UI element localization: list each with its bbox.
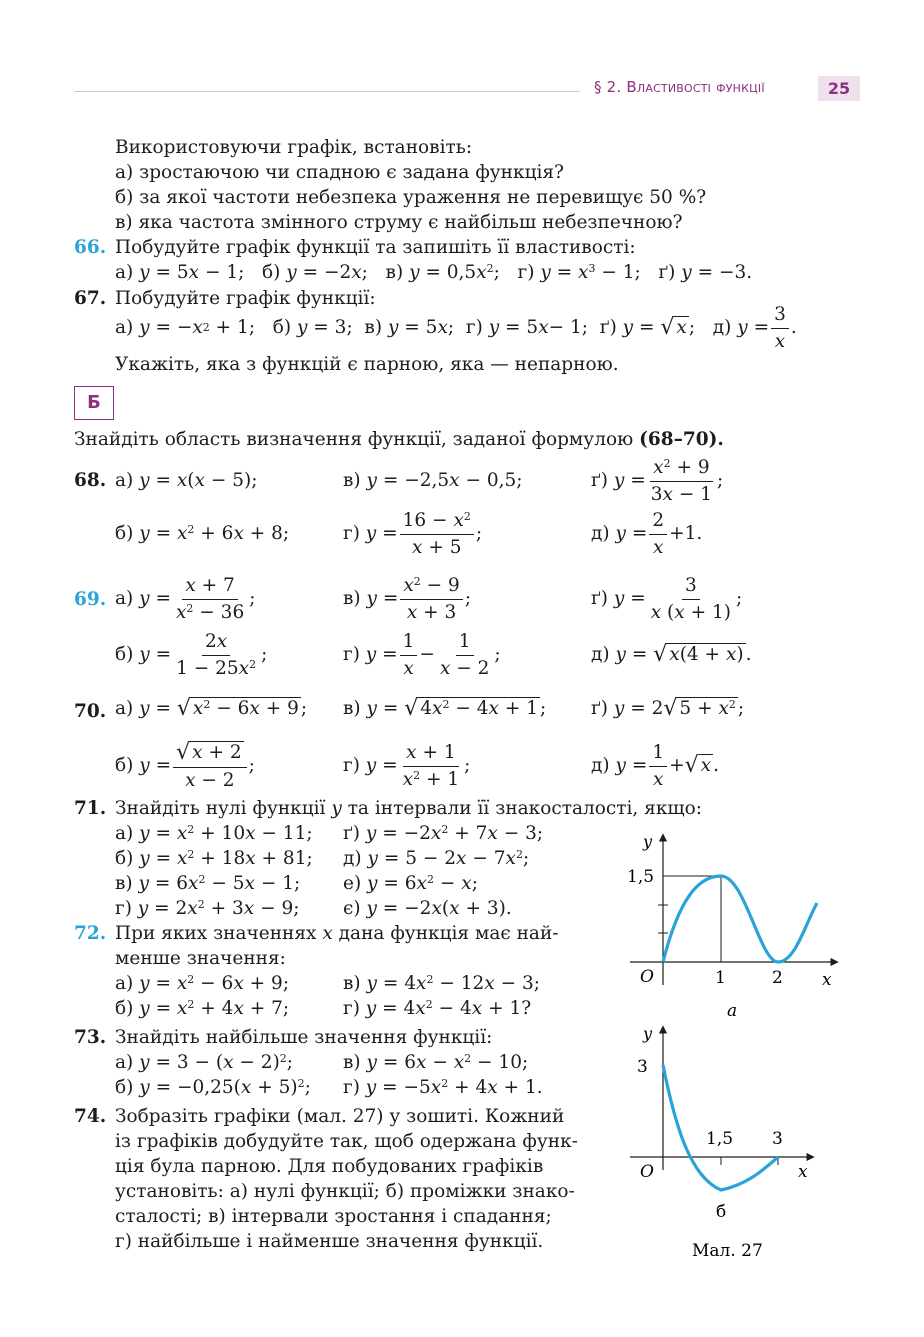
page-number: 25 [818,76,860,101]
problem-line: г) найбільше і найменше значення функції. [115,1231,544,1252]
problem-line: Зобразіть графіки (мал. 27) у зошиті. Кожний [115,1106,565,1127]
formula-item: б) $y = x^2 + 18x + 81$; [115,848,313,869]
section-number: § 2. [594,78,622,96]
formula-item: в) $y = 6x - x^2 - 10$; [343,1052,529,1073]
problem-line: ція була парною. Для побудованих графіків [115,1156,544,1177]
formula-item: г) $y = -5x^2 + 4x + 1$. [343,1077,543,1098]
formula-item: г) y = $\frac{16 - x^2}{x + 5}$ ; [343,509,483,558]
axis-x-label: x [798,1162,808,1182]
figure-caption: Мал. 27 [692,1241,763,1261]
formula-item: д) y = √ x(4 + x) . [591,642,752,667]
section-header [594,78,765,96]
problem-text: Знайдіть нулі функції y та інтервали її знакосталості, якщо: [115,798,702,819]
problem-line: із графіків добудуйте так, щоб одержана функ- [115,1131,578,1152]
formula-item: д) $y = 5 - 2x - 7x^2$; [343,848,530,869]
formula-item: б) $y = x^2 + 4x + 7$; [115,998,290,1019]
curve-a [663,876,817,962]
problem-text: При яких значеннях x дана функція має най- [115,923,559,944]
formula-item: г) $y = 2x^2 + 3x - 9$; [115,898,300,919]
section-title: Властивості функції [626,78,765,96]
formula-item: в) y = √ $4x^2 - 4x + 1$ ; [343,696,547,721]
header-rule [74,91,580,92]
formula-item: б) $y = x^2 + 6x + 8$; [115,523,290,544]
graph-label: б [716,1202,727,1222]
axis-y-label: y [643,832,653,851]
intro-line: в) яка частота змінного струму є найбільш небезпечною? [115,212,683,233]
problem-number: 70. [74,701,107,722]
formula-item: а) y = $\frac{x + 7}{x^2 - 36}$ ; [115,574,256,623]
formula-item: г) y = $\frac{x + 1}{x^2 + 1}$ ; [343,741,471,790]
formula-item: д) y = $\frac{1}{x}$ + √ x . [591,741,719,790]
formula-item: є) y = −2x(x + 3). [343,898,512,919]
problem-text: Побудуйте графік функції та запишіть її властивості: [115,237,636,258]
formula-item: ґ) $y = -2x^2 + 7x - 3$; [343,823,544,844]
formula-item: е) $y = 6x^2 - x$; [343,873,478,894]
problem-text: менше значення: [115,948,286,969]
formula-item: а) $y = x^2 + 10x - 11$; [115,823,313,844]
formula-item: д) y = $\frac{2}{x}$ +1. [591,509,703,558]
formula-item: ґ) y = $\frac{x^2 + 9}{3x - 1}$ ; [591,456,724,505]
formula-item: в) y = $\frac{x^2 - 9}{x + 3}$ ; [343,574,472,623]
tick-label: 3 [637,1057,648,1077]
formula-item: а) $y = x^2 - 6x + 9$; [115,973,290,994]
formula-item: б) $y = -0,25(x + 5)^2$; [115,1077,311,1098]
tick-label: 1 [715,968,726,988]
problem-text: Побудуйте графік функції: [115,288,376,309]
graph-label: а [727,1001,738,1021]
intro-line: б) за якої частоти небезпека ураження не перевищує 50 %? [115,187,707,208]
task-text: Знайдіть область визначення функції, заданої формулою [74,429,640,450]
axis-y-label: y [643,1024,653,1043]
formula-item: б) y = √ x + 2 x − 2 ; [115,739,255,791]
graph-b [630,1024,813,1222]
tick-label: 1,5 [627,867,655,887]
intro-line: Використовуючи графік, встановіть: [115,137,473,158]
origin-label: O [640,967,654,987]
formula-item: а) y = √ $x^2 - 6x + 9$ ; [115,696,308,721]
problem-line: сталості; в) інтервали зростання і спадання; [115,1206,552,1227]
formula-item: а) y = x(x − 5); [115,470,258,491]
problem-number: 66. [74,237,107,258]
problem-number: 71. [74,798,107,819]
formula-item: г) $y = 4x^2 - 4x + 1$? [343,998,532,1019]
task-range: (68–70). [639,429,724,450]
formula-item: в) $y = 6x^2 - 5x - 1$; [115,873,301,894]
formula-item: ґ) y = $\frac{3}{x (x + 1)}$ ; [591,574,743,623]
formula-item: ґ) y = 2 √ $5 + x^2$ ; [591,696,745,721]
tick-label: 1,5 [706,1129,734,1149]
problem-note: Укажіть, яка з функцій є парною, яка — непарною. [115,354,619,375]
formula-item: г) y = $\frac{1}{x}$ − $\frac{1}{x - 2}$ ; [343,630,501,679]
problem-text: Знайдіть найбільше значення функції: [115,1027,493,1048]
axis-x-label: x [822,970,832,990]
formula-item: б) y = $\frac{2x}{1 - 25x^2}$ ; [115,630,268,679]
problem-number: 74. [74,1106,107,1127]
formula-row: а) y = 5x − 1; б) y = −2x; в) $y = 0,5x^2$; г) $y = x^3 - 1$; ґ) y = −3. [115,262,753,283]
curve-b [663,1065,778,1190]
tick-label: 2 [772,968,783,988]
problem-number: 69. [74,589,107,610]
section-task [74,428,724,452]
formula-row: а) y = − x 2 + 1; б) y = 3; в) y = 5 x ; г) y = 5 x − 1; ґ) y = √ x ; д) y = $\frac{3}{x}$ . [115,303,797,352]
problem-line: установіть: а) нулі функції; б) проміжки знако- [115,1181,575,1202]
problem-number: 72. [74,923,107,944]
origin-label: O [640,1162,654,1182]
problem-number: 68. [74,470,107,491]
problem-number: 67. [74,288,107,309]
level-badge: Б [74,386,114,420]
formula-item: а) $y = 3 - (x - 2)^2$; [115,1052,294,1073]
formula-item: в) y = −2,5x − 0,5; [343,470,523,491]
graph-a [627,832,837,1021]
formula-item: в) $y = 4x^2 - 12x - 3$; [343,973,540,994]
problem-number: 73. [74,1027,107,1048]
tick-label: 3 [772,1129,783,1149]
figure-27 [600,825,860,1265]
intro-line: а) зростаючою чи спадною є задана функція? [115,162,564,183]
